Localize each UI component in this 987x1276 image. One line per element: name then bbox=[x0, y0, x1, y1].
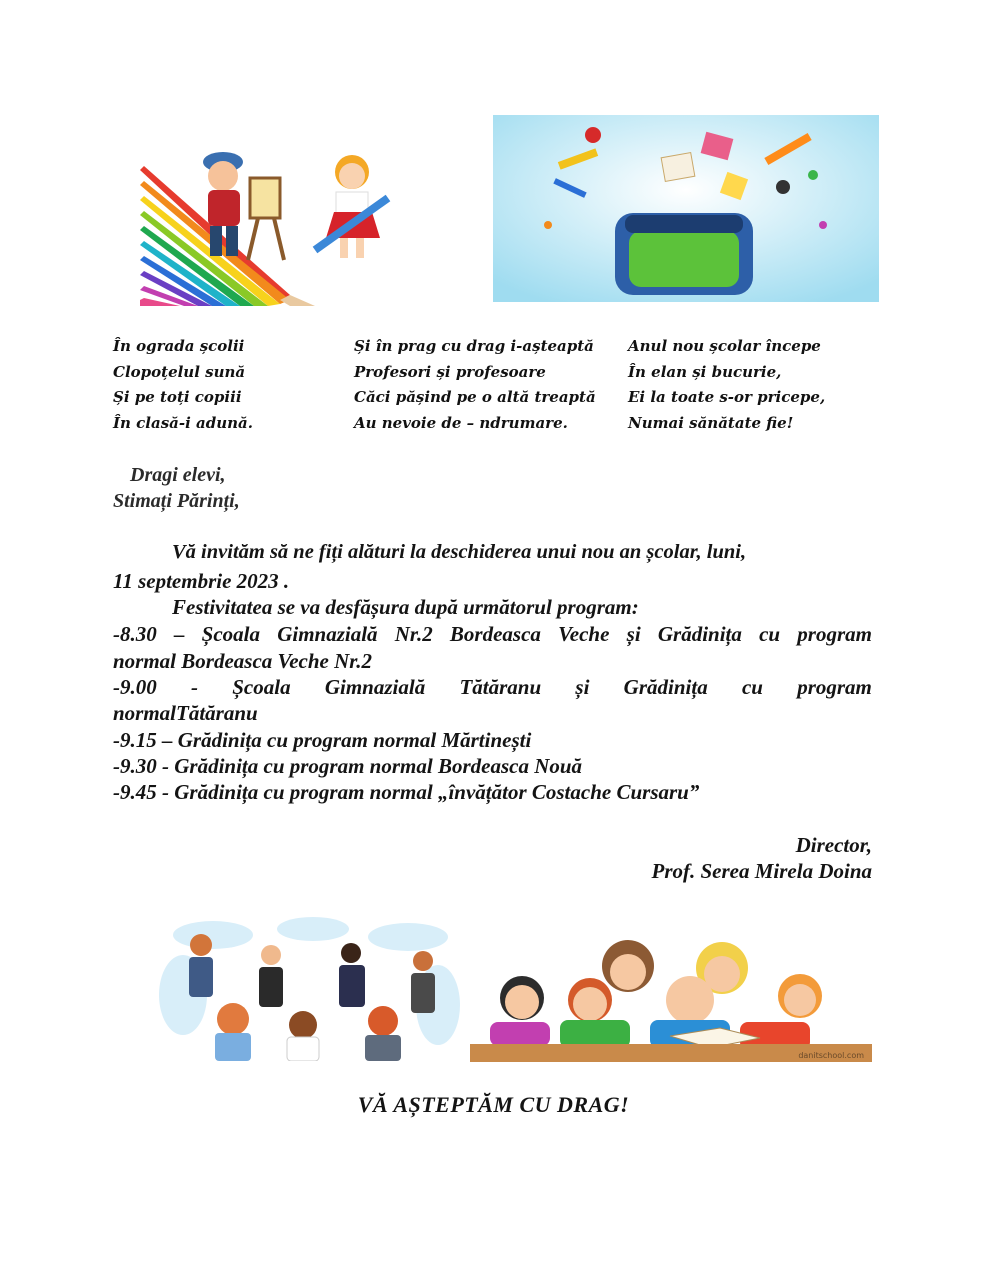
people-meeting-illustration bbox=[153, 915, 462, 1061]
poem-line: Au nevoie de – ndrumare. bbox=[354, 413, 568, 432]
program-intro: Festivitatea se va desfășura după următorul program: bbox=[172, 595, 639, 619]
program-item-2-line-1: -9.00 - Școala Gimnazială Tătăranu și Grădinița cu program bbox=[113, 675, 872, 699]
closing-message: VĂ AȘTEPTĂM CU DRAG! bbox=[357, 1092, 630, 1117]
program-item-1-line-2: normal Bordeasca Veche Nr.2 bbox=[113, 649, 373, 673]
poem-line: Numai sănătate fie! bbox=[628, 413, 794, 432]
program-item-5: -9.45 - Grădinița cu program normal „învățător Costache Cursaru” bbox=[113, 780, 700, 804]
poem-line: Anul nou școlar începe bbox=[628, 337, 821, 355]
greeting-parents: Stimați Părinți, bbox=[113, 490, 240, 512]
program-item-3: -9.15 – Grădinița cu program normal Mărtinești bbox=[113, 728, 532, 752]
program-item-1-line-1: -8.30 – Școala Gimnazială Nr.2 Bordeasca Veche și Grădinița cu program bbox=[113, 622, 872, 646]
program-item-2-line-2: normalTătăranu bbox=[113, 701, 258, 725]
poem-line: Profesori și profesoare bbox=[354, 362, 546, 381]
poem-line: Și în prag cu drag i-așteaptă bbox=[354, 337, 594, 355]
greeting-students: Dragi elevi, bbox=[130, 464, 226, 486]
invitation-date: 11 septembrie 2023 . bbox=[113, 569, 290, 593]
poem-line: Și pe toți copiii bbox=[113, 388, 242, 406]
poem-line: În elan și bucurie, bbox=[628, 362, 782, 381]
poem-column-1 bbox=[113, 334, 383, 436]
poem-line: Ei la toate s-or pricepe, bbox=[628, 388, 826, 406]
poem-line: În clasă-i adună. bbox=[113, 413, 253, 432]
signature-name: Prof. Serea Mirela Doina bbox=[651, 859, 872, 883]
poem-column-3 bbox=[628, 334, 898, 436]
poem-line: Căci pășind pe o altă treaptă bbox=[354, 388, 596, 406]
happy-kids-book-illustration bbox=[470, 938, 872, 1062]
poem-line: În ograda școlii bbox=[113, 337, 245, 355]
program-item-4: -9.30 - Grădinița cu program normal Bordeasca Nouă bbox=[113, 754, 583, 778]
invitation-line-1: Vă invităm să ne fiți alături la deschiderea unui nou an școlar, luni, bbox=[172, 541, 747, 563]
pencils-kids-illustration bbox=[140, 110, 451, 306]
poem-line: Clopoțelul sună bbox=[113, 362, 246, 381]
watermark-text: danitschool.com bbox=[798, 1051, 864, 1060]
poem-column-2 bbox=[354, 334, 624, 436]
signature-role: Director, bbox=[795, 833, 872, 857]
backpack-supplies-illustration bbox=[493, 115, 879, 302]
